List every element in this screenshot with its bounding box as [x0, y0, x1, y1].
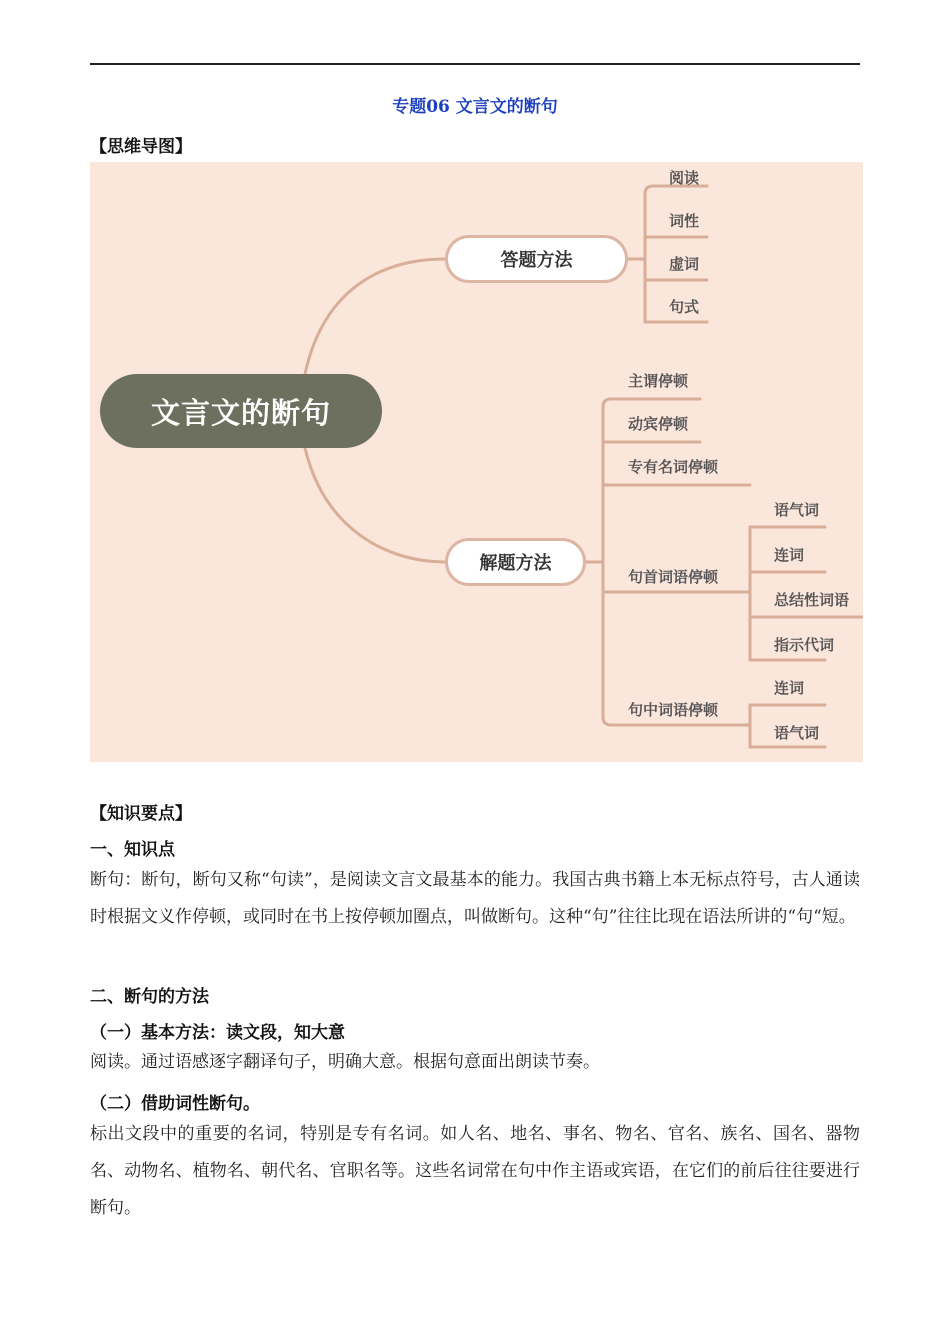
mindmap-leaf: 专有名词停顿	[628, 458, 719, 476]
mindmap-branch-solve-method: 解题方法	[445, 538, 586, 586]
mindmap-leaf: 连词	[774, 679, 805, 697]
paragraph-part-of-speech: 标出文段中的重要的名词，特别是专有名词。如人名、地名、事名、物名、官名、族名、国名、器物名、动物名、植物名、朝代名、官职名等。这些名词常在句中作主语或宾语，在它们的前后往往要进行断句。	[90, 1124, 860, 1218]
section-heading-methods: 二、断句的方法	[90, 987, 209, 1007]
page-title: 专题06 文言文的断句	[392, 97, 558, 117]
mindmap-leaf: 虚词	[669, 255, 700, 273]
mindmap-leaf: 连词	[774, 546, 805, 564]
knowledge-heading: 【知识要点】	[90, 804, 192, 824]
subheading-basic-method: （一）基本方法：读文段，知大意	[90, 1023, 345, 1043]
mindmap-leaf: 主谓停顿	[628, 372, 689, 390]
mindmap-leaf: 动宾停顿	[628, 415, 689, 433]
header-rule	[90, 63, 860, 65]
mindmap-leaf: 语气词	[774, 501, 820, 519]
paragraph-basic-method: 阅读。通过语感逐字翻译句子，明确大意。根据句意面出朗读节奏。	[90, 1052, 600, 1072]
mindmap-leaf: 指示代词	[774, 636, 835, 654]
mindmap-leaf: 词性	[669, 212, 700, 230]
mindmap-leaf: 句式	[669, 298, 700, 316]
mind-map	[90, 162, 863, 762]
paragraph-definition: 断句：断句，断句又称“句读”，是阅读文言文最基本的能力。我国古典书籍上本无标点符号，古人通读时根据文义作停顿，或同时在书上按停顿加圈点，叫做断句。这种“句”往往比现在语法所讲的“句“短。	[90, 870, 860, 927]
mindmap-leaf: 总结性词语	[774, 591, 850, 609]
mindmap-heading: 【思维导图】	[90, 137, 192, 157]
mindmap-branch-answer-method: 答题方法	[445, 235, 628, 283]
mindmap-root: 文言文的断句	[100, 374, 382, 448]
subheading-part-of-speech: （二）借助词性断句。	[90, 1094, 260, 1114]
mindmap-leaf: 句首词语停顿	[628, 568, 719, 586]
mindmap-leaf: 阅读	[669, 169, 700, 187]
section-heading-knowledge-points: 一、知识点	[90, 840, 175, 860]
mindmap-leaf: 句中词语停顿	[628, 701, 719, 719]
mindmap-leaf: 语气词	[774, 724, 820, 742]
